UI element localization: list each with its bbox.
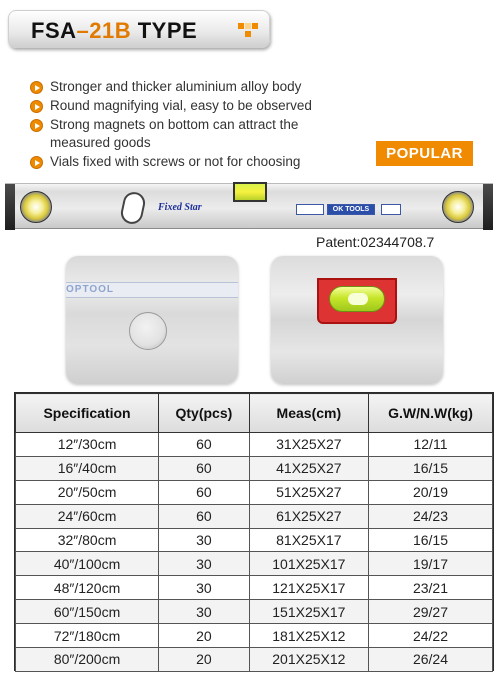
table-row: [16, 528, 493, 552]
cell-specification: 72″/180cm: [16, 624, 159, 648]
cell-qty: 20: [159, 624, 250, 648]
label-strip-text: OK TOOLS: [332, 206, 370, 213]
orange-arrow-bullet-icon: [30, 81, 43, 94]
title-model: 21B: [89, 18, 132, 43]
table-row: [16, 600, 493, 624]
feature-text: Vials fixed with screws or not for choosing: [50, 154, 301, 169]
table-row: [16, 480, 493, 504]
cell-qty: 30: [159, 576, 250, 600]
table-row: [16, 576, 493, 600]
column-header-weight: G.W/N.W(kg): [368, 394, 492, 433]
feature-item: [30, 78, 370, 96]
feature-item: [30, 97, 370, 115]
cell-weight: 12/11: [368, 433, 492, 457]
spirit-level-image: [5, 183, 493, 229]
cell-meas: 101X25X17: [249, 552, 368, 576]
cell-weight: 23/21: [368, 576, 492, 600]
feature-text: Round magnifying vial, easy to be observed: [50, 98, 312, 113]
table-row: [16, 433, 493, 457]
orange-arrow-bullet-icon: [30, 100, 43, 113]
magnet-hole-icon: [129, 312, 167, 350]
title-dash: –: [76, 18, 90, 43]
cell-specification: 60″/150cm: [16, 600, 159, 624]
cell-weight: 19/17: [368, 552, 492, 576]
cell-specification: 16″/40cm: [16, 456, 159, 480]
feature-list: [30, 78, 370, 172]
cell-weight: 29/27: [368, 600, 492, 624]
closeup-photo-magnet-hole: [66, 256, 238, 384]
end-cap-right: [483, 184, 493, 230]
table-row: [16, 504, 493, 528]
title-prefix: FSA: [31, 18, 77, 43]
column-header-specification: Specification: [16, 394, 159, 433]
cell-specification: 48″/120cm: [16, 576, 159, 600]
column-header-meas: Meas(cm): [249, 394, 368, 433]
label-strip-text: OPTOOL: [66, 284, 115, 295]
table-row: [16, 624, 493, 648]
cell-meas: 81X25X17: [249, 528, 368, 552]
round-vial-left-icon: [20, 191, 52, 223]
vial-bubble: [348, 293, 368, 305]
feature-item: [30, 153, 370, 171]
title-bar: [8, 10, 270, 48]
cell-specification: 40″/100cm: [16, 552, 159, 576]
cell-qty: 30: [159, 552, 250, 576]
spec-table: [14, 392, 494, 671]
label-strip: [296, 204, 324, 215]
feature-text: Stronger and thicker aluminium alloy body: [50, 79, 302, 94]
grip-hole: [119, 190, 147, 226]
table-row: [16, 552, 493, 576]
cell-meas: 151X25X17: [249, 600, 368, 624]
feature-text: Strong magnets on bottom can attract the measured goods: [50, 117, 299, 150]
brand-mark: Fixed Star: [158, 202, 202, 213]
cell-weight: 26/24: [368, 648, 492, 672]
end-cap-left: [5, 184, 15, 230]
cell-meas: 41X25X27: [249, 456, 368, 480]
label-strip: [66, 282, 238, 298]
round-vial-right-icon: [442, 191, 474, 223]
popular-badge: POPULAR: [376, 141, 473, 166]
cell-weight: 20/19: [368, 480, 492, 504]
brand-logo-icon: [238, 21, 258, 39]
spec-table-grid: [15, 393, 493, 672]
cell-qty: 20: [159, 648, 250, 672]
cell-specification: 32″/80cm: [16, 528, 159, 552]
cell-specification: 80″/200cm: [16, 648, 159, 672]
vial-icon: [329, 286, 385, 312]
vial-frame: [317, 278, 397, 324]
cell-qty: 30: [159, 528, 250, 552]
title-suffix: TYPE: [131, 18, 198, 43]
cell-weight: 24/23: [368, 504, 492, 528]
column-header-qty: Qty(pcs): [159, 394, 250, 433]
cell-weight: 16/15: [368, 528, 492, 552]
cell-qty: 60: [159, 433, 250, 457]
cell-meas: 61X25X27: [249, 504, 368, 528]
cell-specification: 12″/30cm: [16, 433, 159, 457]
cell-meas: 121X25X17: [249, 576, 368, 600]
page-title: [31, 18, 197, 44]
cell-specification: 24″/60cm: [16, 504, 159, 528]
table-row: [16, 648, 493, 672]
cell-weight: 24/22: [368, 624, 492, 648]
top-vial-icon: [233, 182, 267, 202]
cell-weight: 16/15: [368, 456, 492, 480]
cell-qty: 60: [159, 480, 250, 504]
patent-number: Patent:02344708.7: [316, 234, 435, 250]
table-row: [16, 456, 493, 480]
cell-meas: 201X25X12: [249, 648, 368, 672]
label-strip: [381, 204, 401, 215]
cell-meas: 181X25X12: [249, 624, 368, 648]
cell-qty: 60: [159, 456, 250, 480]
cell-qty: 60: [159, 504, 250, 528]
orange-arrow-bullet-icon: [30, 119, 43, 132]
orange-arrow-bullet-icon: [30, 156, 43, 169]
feature-item: [30, 116, 320, 152]
cell-qty: 30: [159, 600, 250, 624]
cell-specification: 20″/50cm: [16, 480, 159, 504]
cell-meas: 51X25X27: [249, 480, 368, 504]
label-strip-brand: [327, 204, 375, 215]
closeup-photo-vial: [271, 256, 443, 384]
table-header-row: [16, 394, 493, 433]
cell-meas: 31X25X27: [249, 433, 368, 457]
